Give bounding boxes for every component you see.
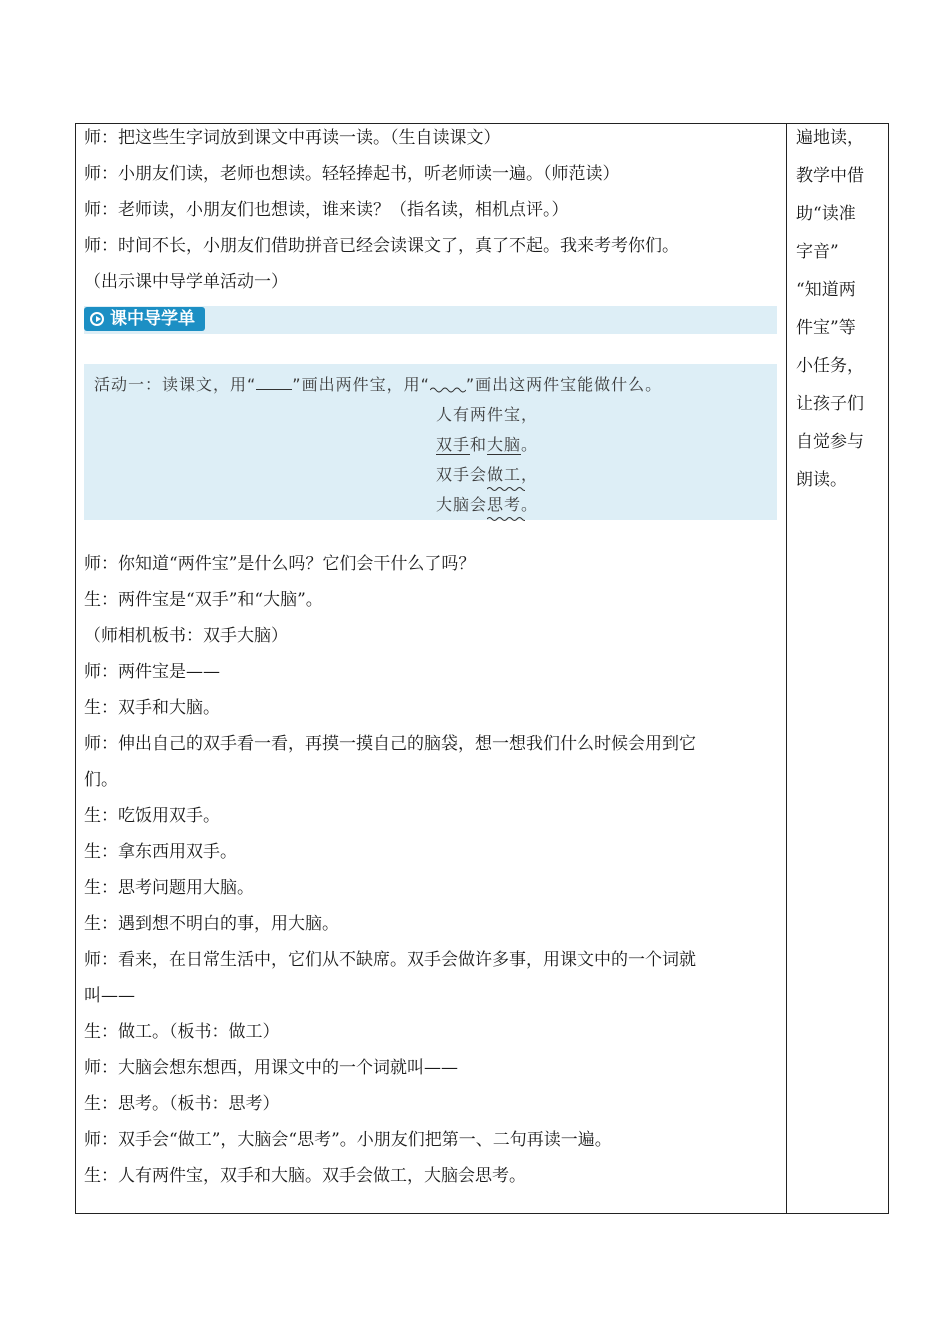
dialogue-line: （出示课中导学单活动一） [84, 272, 288, 292]
poem-line [436, 462, 538, 485]
poem-text: 。 [521, 435, 539, 454]
instruction-part: ”画出两件宝，用“ [292, 375, 430, 394]
lesson-table [75, 123, 889, 1214]
guide-banner [84, 306, 777, 334]
wavy-line-sample [430, 376, 466, 390]
activity-box [84, 364, 777, 520]
dialogue-line: 生：两件宝是“双手”和“大脑”。 [84, 590, 323, 610]
dialogue-line: 生：思考。（板书：思考） [84, 1094, 280, 1114]
dialogue-line: 生：双手和大脑。 [84, 698, 220, 718]
wavy-underlined-word [487, 465, 521, 487]
dialogue-line: 师：双手会“做工”，大脑会“思考”。小朋友们把第一、二句再读一遍。 [84, 1130, 612, 1150]
poem-text: 双手会 [436, 465, 488, 484]
dialogue-line: 生：做工。（板书：做工） [84, 1022, 280, 1042]
underlined-word: 大脑 [487, 435, 522, 454]
instruction-part: ”画出这两件宝能做什么。 [465, 375, 663, 394]
dialogue-line: 师：看来，在日常生活中，它们从不缺席。双手会做许多事，用课文中的一个词就 [84, 950, 696, 970]
dialogue-line: 生：人有两件宝，双手和大脑。双手会做工，大脑会思考。 [84, 1166, 526, 1186]
wavy-word-text: 思考 [487, 495, 522, 514]
dialogue-line: 师：伸出自己的双手看一看，再摸一摸自己的脑袋，想一想我们什么时候会用到它 [84, 734, 696, 754]
side-note-line: 小任务， [796, 356, 864, 376]
dialogue-line: 生：遇到想不明白的事，用大脑。 [84, 914, 339, 934]
side-note-line: “知道两 [796, 280, 856, 300]
poem-text: 和 [470, 435, 488, 454]
side-note-line: 件宝”等 [796, 318, 856, 338]
dialogue-line: 生：拿东西用双手。 [84, 842, 237, 862]
dialogue-line: 师：你知道“两件宝”是什么吗？它们会干什么了吗？ [84, 554, 476, 574]
wavy-word-text: 做工 [487, 465, 522, 484]
underlined-word: 双手 [436, 435, 471, 454]
dialogue-line: 师：时间不长，小朋友们借助拼音已经会读课文了，真了不起。我来考考你们。 [84, 236, 679, 256]
instruction-part: 活动一：读课文，用“ [94, 375, 257, 394]
poem-text: 。 [521, 495, 539, 514]
dialogue-line: 师：把这些生字词放到课文中再读一读。（生自读课文） [84, 128, 501, 148]
poem-text: ， [521, 465, 539, 484]
dialogue-line: 师：老师读，小朋友们也想读，谁来读？（指名读，相机点评。） [84, 200, 569, 220]
dialogue-line: 师：小朋友们读，老师也想读。轻轻捧起书，听老师读一遍。（师范读） [84, 164, 620, 184]
poem-line [436, 432, 538, 455]
wavy-underlined-word [487, 495, 521, 517]
guide-badge-label: 课中导学单 [110, 309, 195, 329]
dialogue-line: （师相机板书：双手大脑） [84, 626, 288, 646]
play-circle-icon [90, 312, 104, 326]
side-note-line: 让孩子们 [796, 394, 864, 414]
activity-instruction [94, 372, 662, 395]
column-divider [786, 124, 787, 1213]
poem-text: 大脑会 [436, 495, 488, 514]
dialogue-line: 生：吃饭用双手。 [84, 806, 220, 826]
dialogue-line: 生：思考问题用大脑。 [84, 878, 254, 898]
dialogue-line: 师：两件宝是—— [84, 662, 220, 682]
side-note-line: 教学中借 [796, 166, 864, 186]
guide-badge [84, 307, 205, 331]
side-note-line: 朗读。 [796, 470, 847, 490]
poem-line [436, 492, 538, 515]
dialogue-line: 们。 [84, 770, 118, 790]
side-note-line: 遍地读， [796, 128, 864, 148]
straight-line-sample [256, 375, 292, 390]
side-note-line: 助“读准 [796, 204, 856, 224]
side-note-line: 字音” [796, 242, 839, 262]
side-note-line: 自觉参与 [796, 432, 864, 452]
dialogue-line: 叫—— [84, 986, 135, 1006]
dialogue-line: 师：大脑会想东想西，用课文中的一个词就叫—— [84, 1058, 458, 1078]
poem-line: 人有两件宝， [436, 405, 539, 424]
